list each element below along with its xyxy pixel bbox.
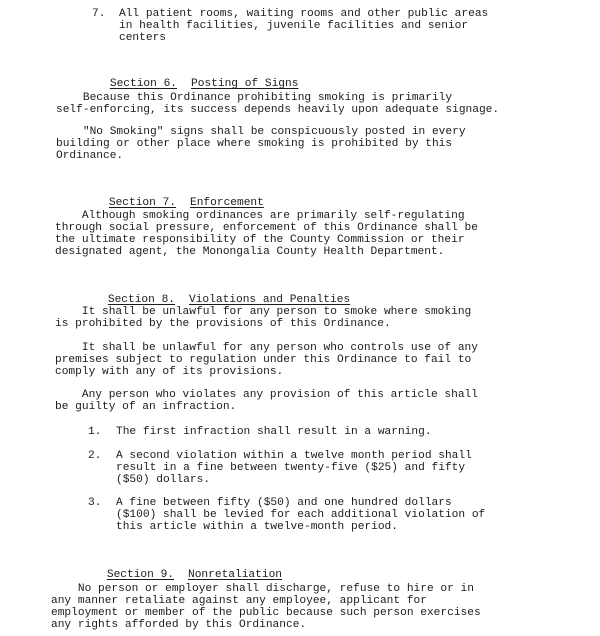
list-item-3	[88, 497, 486, 545]
list-item-2	[88, 450, 472, 498]
section-label: Section 7.	[108, 197, 176, 209]
section-6-paragraph-2: "No Smoking" signs shall be conspicuously posted in every building or other place where smoking is prohibited by this Ordinance.	[56, 126, 466, 162]
list-item-text: All patient rooms, waiting rooms and other public areas in health facilities, juvenile facilities and senior centers	[119, 8, 489, 44]
list-item-7	[92, 8, 489, 56]
section-title: Nonretaliation	[188, 569, 282, 581]
section-title: Posting of Signs	[191, 78, 299, 90]
section-title: Violations and Penalties	[189, 294, 351, 306]
list-item-number: 3.	[88, 497, 102, 509]
list-item-number: 2.	[88, 450, 102, 462]
section-label: Section 9.	[106, 569, 174, 581]
list-item-number: 7.	[92, 8, 106, 20]
list-item-text: A fine between fifty ($50) and one hundred dollars ($100) shall be levied for each additional violation of this article within a twelve-month period.	[116, 497, 486, 533]
section-label: Section 6.	[109, 78, 177, 90]
section-7-paragraph-1: Although smoking ordinances are primarily self-regulating through social pressure, enforcement of this Ordinance shall be the ultimate responsibility of the County Commission or their designated agent, the Monongalia County Health Department.	[55, 210, 478, 258]
list-item-text: A second violation within a twelve month period shall result in a fine between twenty-five ($25) and fifty ($50) dollars.	[116, 450, 472, 486]
list-item-text: The first infraction shall result in a warning.	[116, 426, 432, 438]
section-8-paragraph-2: It shall be unlawful for any person who controls use of any premises subject to regulation under this Ordinance to fail to comply with any of its provisions.	[55, 342, 478, 378]
section-6-paragraph-1: Because this Ordinance prohibiting smoking is primarily self-enforcing, its success depends heavily upon adequate signage.	[56, 92, 500, 116]
section-8-paragraph-3: Any person who violates any provision of this article shall be guilty of an infraction.	[55, 389, 478, 413]
section-9-paragraph-1: No person or employer shall discharge, refuse to hire or in any manner retaliate against any employee, applicant for employment or member of the public because such person exercises any rights afforded by this Ordinance.	[51, 583, 481, 631]
list-item-number: 1.	[88, 426, 102, 438]
section-8-paragraph-1: It shall be unlawful for any person to smoke where smoking is prohibited by the provisions of this Ordinance.	[55, 306, 472, 330]
section-label: Section 8.	[107, 294, 175, 306]
section-title: Enforcement	[190, 197, 264, 209]
